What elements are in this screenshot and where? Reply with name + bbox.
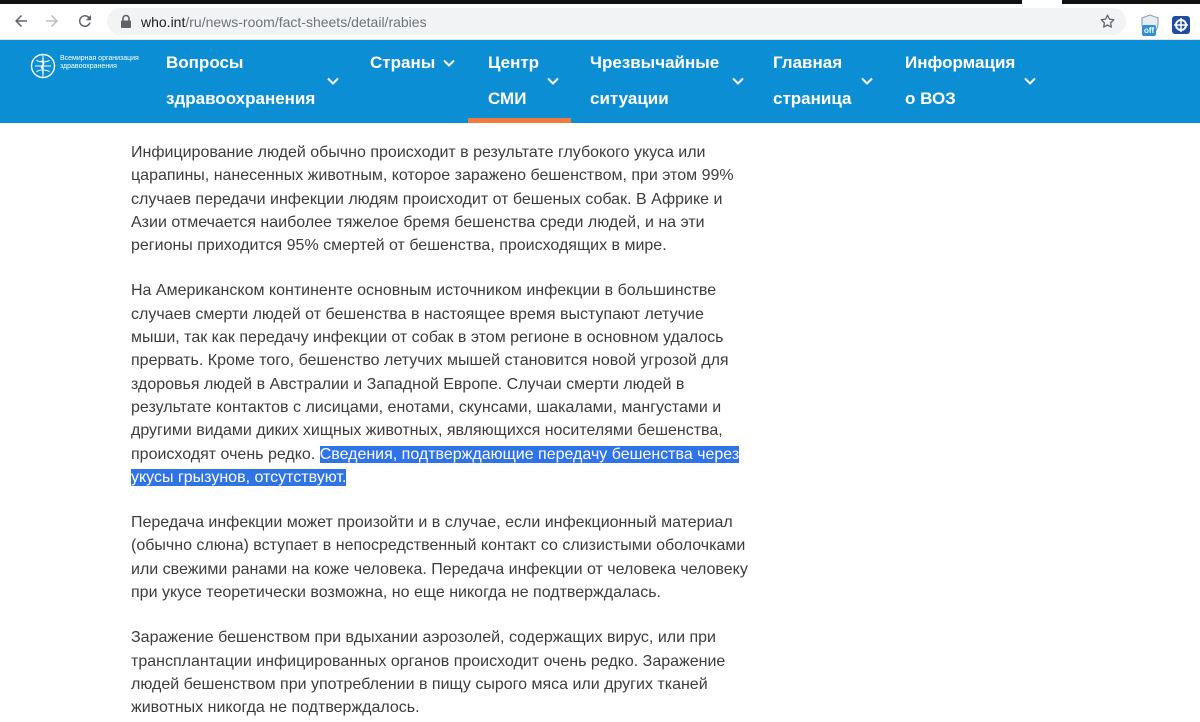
nav-about-who[interactable] <box>905 40 1040 123</box>
nav-countries[interactable] <box>370 40 460 123</box>
active-tab-indicator <box>468 118 571 123</box>
chevron-down-icon <box>861 77 873 85</box>
extension-badge: off <box>1144 26 1155 35</box>
chevron-down-icon <box>732 77 744 85</box>
paragraph-americas-text: На Американском континенте основным источником инфекции в большинстве случаев смерти людей от бешенства в настоящее время выступают летучие мыши, так как передачу инфекции от собак в этом регионе в основном удалось прервать. Кроме того, бешенство летучих мышей становится новой угрозой для здоровья людей в Австралии и Западной Европе. Случаи смерти людей в результате контактов с лисицами, енотами, скунсами, шакалами, мангустами и другими видами диких хищных животных, являющихся носителями бешенства, происходят очень редко. <box>131 282 729 463</box>
lock-icon[interactable] <box>119 14 133 29</box>
nav-media-centre[interactable] <box>468 40 571 123</box>
adblock-extension-icon[interactable] <box>1138 13 1162 37</box>
paragraph-mucosal-contact: Передача инфекции может произойти и в случае, если инфекционный материал (обычно слюна) вступает в непосредственный контакт со слизистыми оболочками или свежими ранами на коже человека. Передача инфекции от человека человеку при укусе теоретически возможна, но еще никогда не подтверждалась. <box>131 514 748 602</box>
who-emblem-icon <box>30 53 56 79</box>
nav-emergencies-label: Чрезвычайные ситуации <box>590 53 720 108</box>
nav-home-label: Главная страница <box>773 53 852 108</box>
nav-health-topics-label: Вопросы здравоохранения <box>166 53 316 108</box>
chevron-down-icon <box>327 77 339 85</box>
url-text[interactable]: who.int/ru/news-room/fact-sheets/detail/rabies <box>141 14 427 30</box>
who-logo[interactable] <box>30 53 140 79</box>
selected-text[interactable]: Сведения, подтверждающие передачу бешенства через укусы грызунов, отсутствуют. <box>131 445 740 486</box>
arrow-right-icon[interactable] <box>41 10 63 32</box>
who-main-navigation <box>0 40 1200 123</box>
paragraph-aerosol: Заражение бешенством при вдыхании аэрозолей, содержащих вирус, или при трансплантации инфицированных органов происходит очень редко. Заражение людей бешенством при употреблении в пищу сырого мяса или других тканей животных никогда не подтверждалось. <box>131 629 726 717</box>
chevron-down-icon <box>443 59 455 67</box>
arrow-left-icon[interactable] <box>10 10 32 32</box>
nav-about-who-label: Информация о ВОЗ <box>905 53 1016 108</box>
paragraph-americas <box>131 279 756 489</box>
chevron-down-icon <box>1024 77 1036 85</box>
nav-media-centre-label: Центр СМИ <box>488 53 540 108</box>
nav-countries-label: Страны <box>370 53 436 72</box>
address-bar[interactable] <box>107 8 1126 35</box>
reload-icon[interactable] <box>74 10 96 32</box>
nav-health-topics[interactable] <box>166 40 342 123</box>
chevron-down-icon <box>547 77 559 85</box>
puzzle-extension-icon[interactable] <box>1170 14 1192 36</box>
article-body <box>131 141 756 722</box>
nav-emergencies[interactable] <box>590 40 746 123</box>
nav-home[interactable] <box>773 40 877 123</box>
who-logo-text: Всемирная организация здравоохранения <box>60 55 139 70</box>
paragraph-transmission: Инфицирование людей обычно происходит в результате глубокого укуса или царапины, нанесенных животным, которое заражено бешенством, при этом 99% случаев передачи инфекции людям происходит от бешеных собак. В Африке и Азии отмечается наиболее тяжелое бремя бешенства среди людей, и на эти регионы приходится 95% смертей от бешенства, происходящих в мире. <box>131 144 734 255</box>
browser-toolbar <box>0 4 1200 40</box>
star-icon[interactable] <box>1099 13 1116 30</box>
